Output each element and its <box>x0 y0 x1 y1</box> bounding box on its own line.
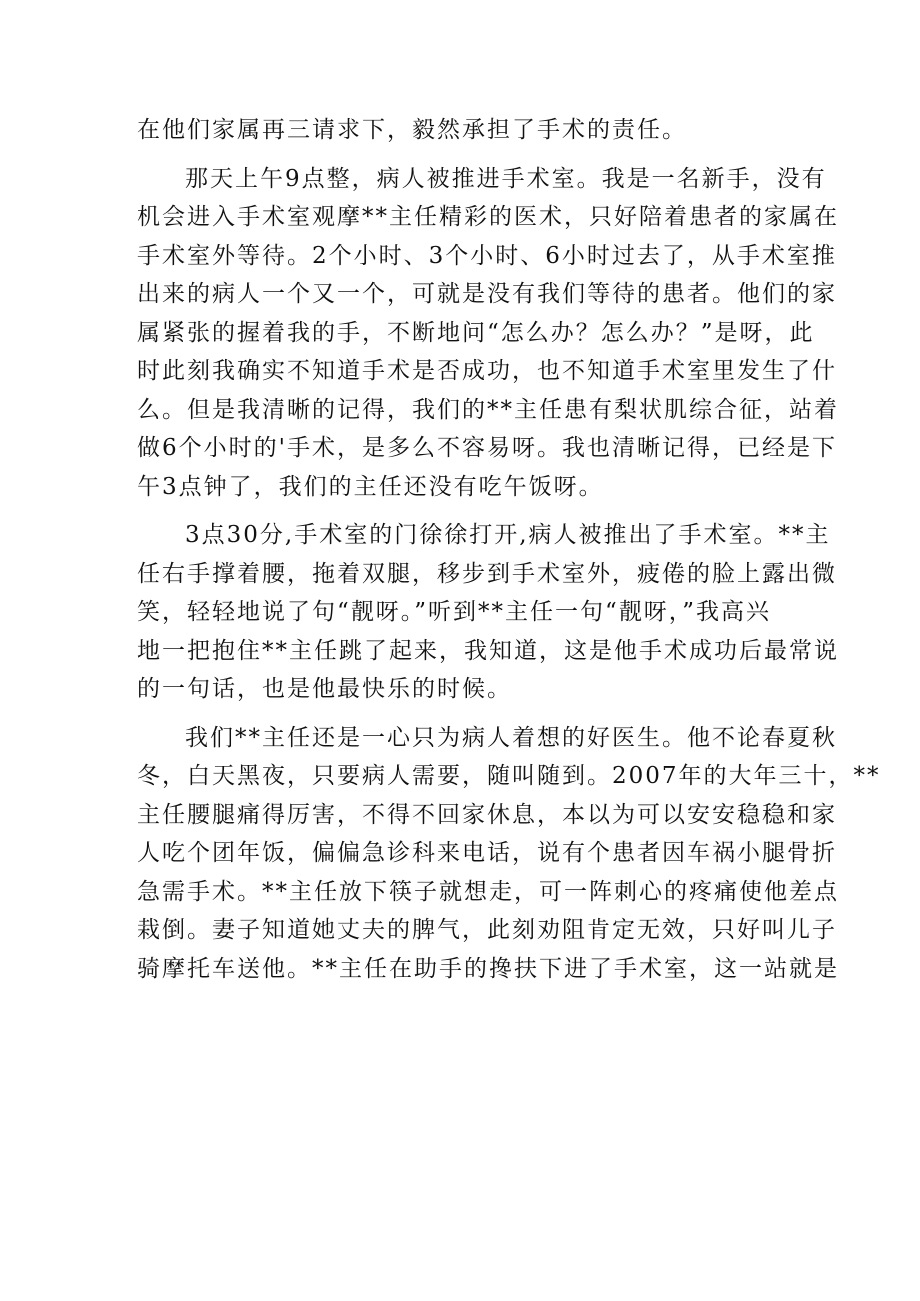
text-line: 属紧张的握着我的手，不断地问“怎么办？怎么办？”是呀，此 <box>137 319 815 346</box>
text-line: 么。但是我清晰的记得，我们的**主任患有梨状肌综合征，站着 <box>137 396 839 423</box>
paragraph-gap <box>137 506 797 516</box>
paragraph-gap <box>137 150 797 160</box>
paragraph <box>137 719 881 989</box>
text-line: 骑摩托车送他。**主任在助手的搀扶下进了手术室，这一站就是 <box>137 955 839 982</box>
text-line: 机会进入手术室观摩**主任精彩的医术，只好陪着患者的家属在 <box>137 204 839 230</box>
text-line: 人吃个团年饭，偏偏急诊科来电话，说有个患者因车祸小腿骨折 <box>137 840 837 866</box>
text-line: 时此刻我确实不知道手术是否成功，也不知道手术室里发生了什 <box>137 358 837 384</box>
paragraph <box>137 160 839 507</box>
text-line: 出来的病人一个又一个，可就是没有我们等待的患者。他们的家 <box>137 281 837 307</box>
paragraph <box>137 111 797 150</box>
text-line: 笑，轻轻地说了句“靓呀。”听到**主任一句“靓呀，”我高兴 <box>137 599 772 625</box>
text-line: 栽倒。妻子知道她丈夫的脾气，此刻劝阻肯定无效，只好叫儿子 <box>137 917 837 943</box>
text-line: 做6个小时的'手术，是多么不容易呀。我也清晰记得，已经是下 <box>137 435 837 461</box>
text-line: 急需手术。**主任放下筷子就想走，可一阵刺心的疼痛使他差点 <box>137 878 839 905</box>
text-line: 那天上午9点整，病人被推进手术室。我是一名新手，没有 <box>185 165 827 192</box>
text-line: 我们**主任还是一心只为病人着想的好医生。他不论春夏秋 <box>185 724 837 751</box>
text-line: 地一把抱住**主任跳了起来，我知道，这是他手术成功后最常说 <box>137 637 839 664</box>
text-line: 手术室外等待。2个小时、3个小时、6小时过去了，从手术室推 <box>137 242 837 269</box>
text-line: 在他们家属再三请求下，毅然承担了手术的责任。 <box>137 117 687 143</box>
text-line: 主任腰腿痛得厉害，不得不回家休息，本以为可以安安稳稳和家 <box>137 801 837 828</box>
text-line: 任右手撑着腰，拖着双腿，移步到手术室外，疲倦的脸上露出微 <box>137 560 837 587</box>
text-line: 的一句话，也是他最快乐的时候。 <box>137 676 512 702</box>
text-line: 午3点钟了，我们的主任还没有吃午饭呀。 <box>137 473 604 500</box>
text-line: 冬，白天黑夜，只要病人需要，随叫随到。2007年的大年三十，** <box>137 763 881 789</box>
paragraph <box>137 516 839 709</box>
paragraph-gap <box>137 709 797 719</box>
document-body <box>137 111 881 988</box>
text-line: 3点30分,手术室的门徐徐打开,病人被推出了手术室。**主 <box>185 522 831 548</box>
